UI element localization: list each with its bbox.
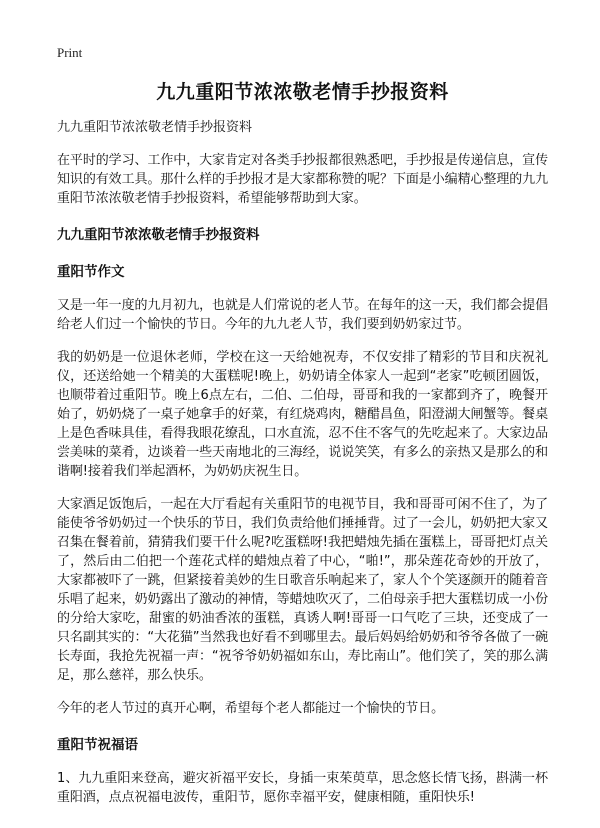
page-title: 九九重阳节浓浓敬老情手抄报资料 [156, 81, 449, 103]
essay-paragraph-4: 今年的老人节过的真开心啊，希望每个老人都能过一个愉快的节日。 [57, 701, 445, 716]
essay-paragraph-1: 又是一年一度的九月初九，也就是人们常说的老人节。在每年的这一天，我们都会提倡给老人们过一个愉快的节日。今年的九九老人节，我们要到奶奶家过节。 [57, 298, 548, 332]
blessings-heading: 重阳节祝福语 [57, 737, 138, 753]
subtitle: 九九重阳节浓浓敬老情手抄报资料 [57, 120, 253, 135]
essay-heading: 重阳节作文 [57, 264, 125, 280]
essay-paragraph-2: 我的奶奶是一位退休老师，学校在这一天给她祝寿，不仅安排了精彩的节目和庆祝礼仪，还送给她一个精美的大蛋糕呢!晚上，奶奶请全体家人一起到“老家”吃顿团圆饭，也顺带着过重阳节。晚上6点左右，二伯、二伯母，哥哥和我的一家都到齐了，晚餐开始了，奶奶烧了一桌子她拿手的好菜，有红烧鸡肉，糖醋昌鱼，阳澄湖大闸蟹等。餐桌上是色香味具佳，看得我眼花缭乱，口水直流，忍不住不客气的先吃起来了。大家边品尝美味的菜肴，边谈着一些天南地北的三海经，说说笑笑，有多么的亲热又是那么的和谐啊!接着我们举起酒杯，为奶奶庆祝生日。 [57, 350, 548, 479]
print-link[interactable]: Print [57, 45, 83, 60]
essay-paragraph-3: 大家酒足饭饱后，一起在大厅看起有关重阳节的电视节目，我和哥哥可闲不住了，为了能使爷爷奶奶过一个快乐的节日，我们负责给他们捶捶背。过了一会儿，奶奶把大家又召集在餐着前，猜猜我们要干什么呢?吃蛋糕呀!我把蜡烛先插在蛋糕上，哥哥把灯点关了，然后由二伯把一个莲花式样的蜡烛点着了中心，“啪!”，那朵莲花奇妙的开放了，大家都被吓了一跳，但紧接着美妙的生日歌音乐响起来了，家人个个笑逐颜开的随着音乐唱了起来，奶奶露出了激动的神情，等蜡烛吹灭了，二伯母亲手把大蛋糕切成一小份的分给大家吃，甜蜜的奶油香浓的蛋糕，真诱人啊!哥哥一口气吃了三块，还变成了一只名副其实的：“大花猫”当然我也好看不到哪里去。最后妈妈给奶奶和爷爷各做了一碗长寿面，我抢先祝福一声：“祝爷爷奶奶福如东山，寿比南山”。他们笑了，笑的那么满足，那么慈祥，那么快乐。 [57, 497, 548, 683]
intro-paragraph: 在平时的学习、工作中，大家肯定对各类手抄报都很熟悉吧，手抄报是传递信息，宣传知识的有效工具。那什么样的手抄报才是大家都称赞的呢？下面是小编精心整理的九九重阳节浓浓敬老情手抄报资料，希望能够帮助到大家。 [57, 153, 548, 206]
blessing-item-1: 1、九九重阳来登高，避灾祈福平安长，身插一束茱萸草，思念悠长情飞扬，斟满一杯重阳酒，点点祝福电波传，重阳节，愿你幸福平安，健康相随，重阳快乐! [57, 771, 548, 805]
section-heading: 九九重阳节浓浓敬老情手抄报资料 [57, 227, 260, 243]
